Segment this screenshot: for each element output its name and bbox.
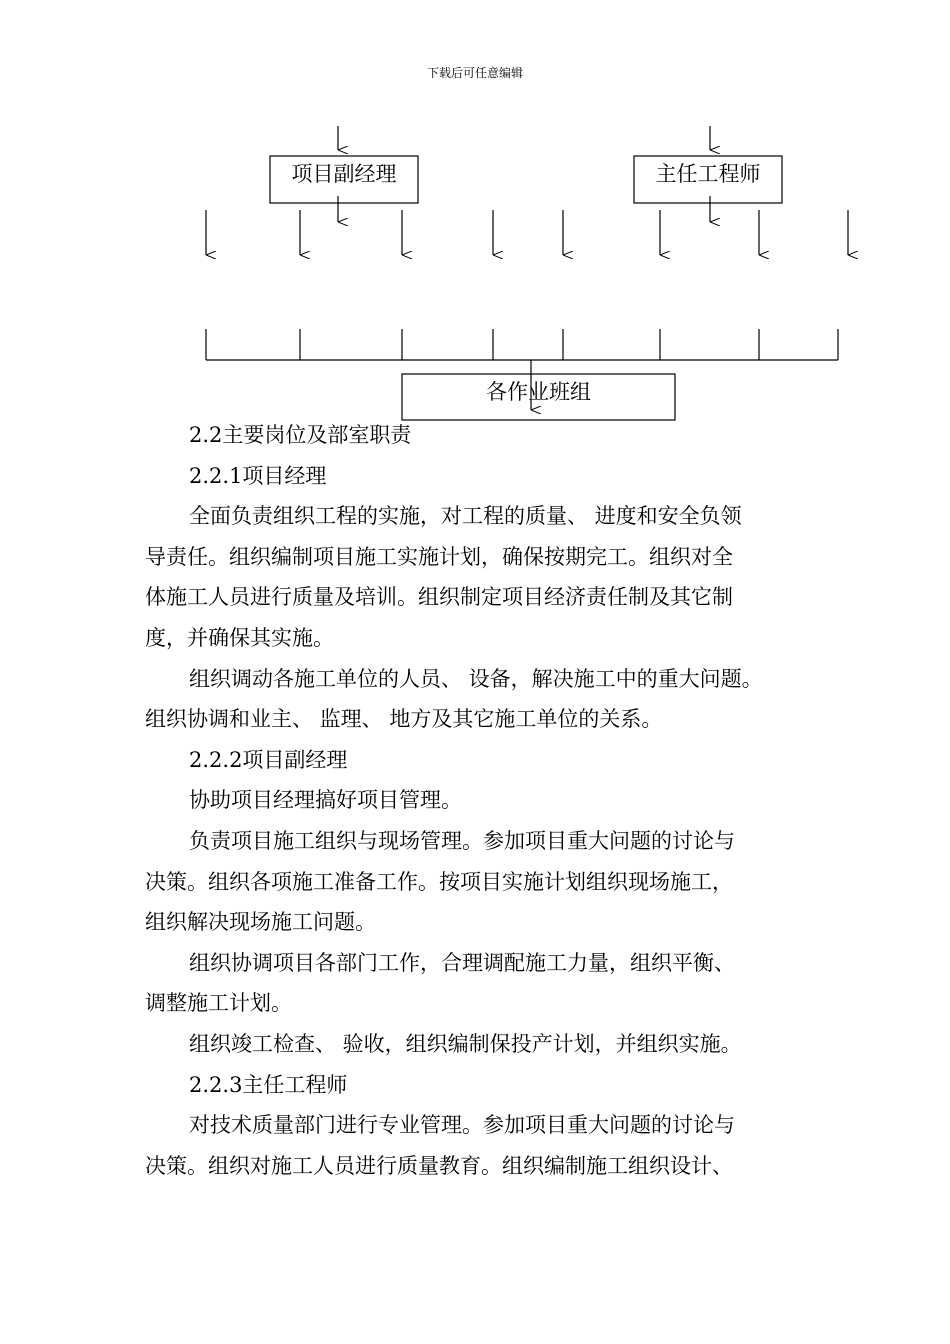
paragraph-line: 体施工人员进行质量及培训。组织制定项目经济责任制及其它制 — [145, 585, 733, 610]
paragraph-line: 全面负责组织工程的实施，对工程的质量、 进度和安全负领 — [189, 504, 742, 529]
section-heading: 2.2主要岗位及部室职责 — [189, 423, 412, 447]
paragraph-line: 组织解决现场施工问题。 — [145, 910, 376, 935]
page-header: 下载后可任意编辑 — [426, 66, 523, 80]
paragraph-line: 度，并确保其实施。 — [145, 625, 334, 650]
paragraph-line: 决策。组织对施工人员进行质量教育。组织编制施工组织设计、 — [145, 1153, 733, 1178]
paragraph-line: 组织竣工检查、 验收，组织编制保投产计划，并组织实施。 — [189, 1031, 742, 1056]
paragraph-line: 组织协调和业主、 监理、 地方及其它施工单位的关系。 — [145, 707, 663, 732]
paragraph-line: 导责任。组织编制项目施工实施计划，确保按期完工。组织对全 — [145, 544, 733, 569]
work-teams-label: 各作业班组 — [486, 380, 591, 404]
deputy-pm-label: 项目副经理 — [291, 162, 397, 186]
subsection-heading: 2.2.2项目副经理 — [189, 747, 348, 772]
paragraph-line: 组织协调项目各部门工作，合理调配施工力量，组织平衡、 — [189, 950, 735, 975]
paragraph-line: 对技术质量部门进行专业管理。参加项目重大问题的讨论与 — [189, 1113, 735, 1138]
org-chart — [0, 0, 950, 430]
paragraph-line: 调整施工计划。 — [145, 991, 292, 1016]
paragraph-line: 决策。组织各项施工准备工作。按项目实施计划组织现场施工， — [145, 869, 733, 894]
chief-engineer-label: 主任工程师 — [655, 162, 761, 186]
subsection-heading: 2.2.1项目经理 — [189, 463, 327, 488]
paragraph-line: 组织调动各施工单位的人员、 设备，解决施工中的重大问题。 — [189, 666, 763, 691]
subsection-heading: 2.2.3主任工程师 — [189, 1072, 348, 1097]
paragraph-line: 协助项目经理搞好项目管理。 — [189, 788, 462, 813]
body-text — [145, 415, 825, 1186]
paragraph-line: 负责项目施工组织与现场管理。参加项目重大问题的讨论与 — [189, 828, 735, 853]
